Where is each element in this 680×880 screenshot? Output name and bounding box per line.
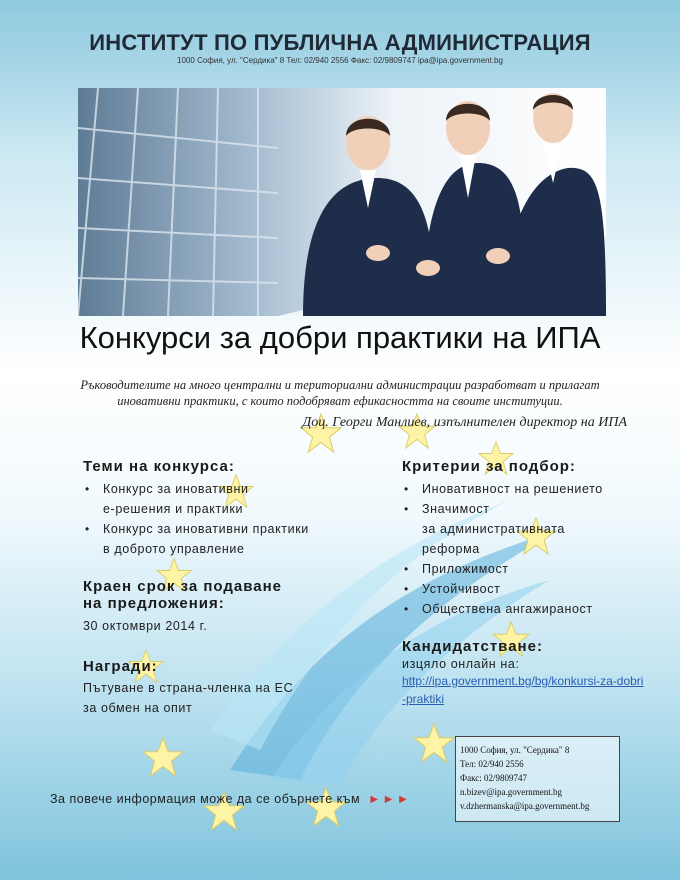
topics-section: [83, 458, 383, 559]
deadline-section: [83, 578, 383, 636]
arrow-right-icon: ►►►: [368, 792, 412, 806]
apply-text: изцяло онлайн на:: [402, 657, 520, 671]
awards-section: [83, 658, 383, 718]
list-item-text: Приложимост: [422, 562, 509, 576]
contact-email[interactable]: v.dzhermanska@ipa.government.bg: [460, 801, 590, 811]
awards-heading: Награди:: [83, 658, 158, 675]
list-item: [402, 579, 652, 599]
criteria-heading: Критерии за подбор:: [402, 458, 576, 475]
list-item: [402, 479, 652, 499]
apply-link[interactable]: [402, 674, 643, 706]
apply-heading: Кандидатстване:: [402, 638, 543, 655]
contact-box: [455, 736, 620, 822]
contact-fax: Факс: 02/9809747: [460, 773, 527, 783]
star-icon: [142, 736, 184, 778]
institute-address-line: 1000 София, ул. "Сердика" 8 Тел: 02/940 2556 Факс: 02/9809747 ipa@ipa.government.bg: [177, 56, 503, 65]
list-item: [402, 559, 652, 579]
criteria-section: [402, 458, 652, 619]
apply-section: [402, 638, 662, 708]
awards-line: за обмен на опит: [83, 701, 193, 715]
list-item-text: за административната: [422, 522, 565, 536]
list-item-text: Конкурс за иновативни практики: [103, 522, 309, 536]
awards-text: [83, 678, 383, 718]
list-item: [83, 479, 383, 519]
list-item-text: Устойчивост: [422, 582, 501, 596]
quote-author: Доц. Георги Манлиев, изпълнителен директор на ИПА: [302, 415, 627, 430]
contact-phone: Тел: 02/940 2556: [460, 759, 524, 769]
more-info-label: За повече информация може да се обърнете към: [50, 792, 361, 806]
list-item-text: реформа: [422, 542, 480, 556]
topics-heading: Теми на конкурса:: [83, 458, 235, 475]
list-item: [402, 599, 652, 619]
deadline-heading-line: на предложения:: [83, 595, 225, 612]
deadline-date: 30 октомври 2014 г.: [83, 619, 208, 633]
list-item-text: Обществена ангажираност: [422, 602, 593, 616]
page-headline: Конкурси за добри практики на ИПА: [79, 320, 601, 355]
quote-line: Ръководителите на много централни и териториални администрации разработват и прилагат: [80, 378, 600, 392]
business-team-photo: [78, 88, 606, 316]
contact-address: 1000 София, ул. "Сердика" 8: [460, 745, 570, 755]
list-item-text: е-решения и практики: [103, 502, 244, 516]
topics-list: [83, 479, 383, 559]
criteria-list: [402, 479, 652, 619]
list-item: [402, 499, 652, 559]
apply-link-line: http://ipa.government.bg/bg/konkursi-za-dobri: [402, 674, 644, 688]
more-info-text: [50, 792, 411, 806]
list-item-text: в доброто управление: [103, 542, 245, 556]
contact-email[interactable]: n.bizev@ipa.government.bg: [460, 787, 563, 797]
deadline-heading-line: Краен срок за подаване: [83, 578, 282, 595]
list-item-text: Иновативност на решението: [422, 482, 603, 496]
star-icon: [413, 722, 455, 764]
quote-line: иновативни практики, с които подобряват ефикасността на своите институции.: [117, 394, 563, 408]
apply-link-line: -praktiki: [402, 692, 445, 706]
institute-title: ИНСТИТУТ ПО ПУБЛИЧНА АДМИНИСТРАЦИЯ: [89, 30, 591, 55]
list-item-text: Значимост: [422, 502, 490, 516]
list-item-text: Конкурс за иновативни: [103, 482, 249, 496]
awards-line: Пътуване в страна-членка на ЕС: [83, 681, 294, 695]
quote: [40, 377, 640, 409]
list-item: [83, 519, 383, 559]
deadline-heading: [83, 578, 383, 612]
